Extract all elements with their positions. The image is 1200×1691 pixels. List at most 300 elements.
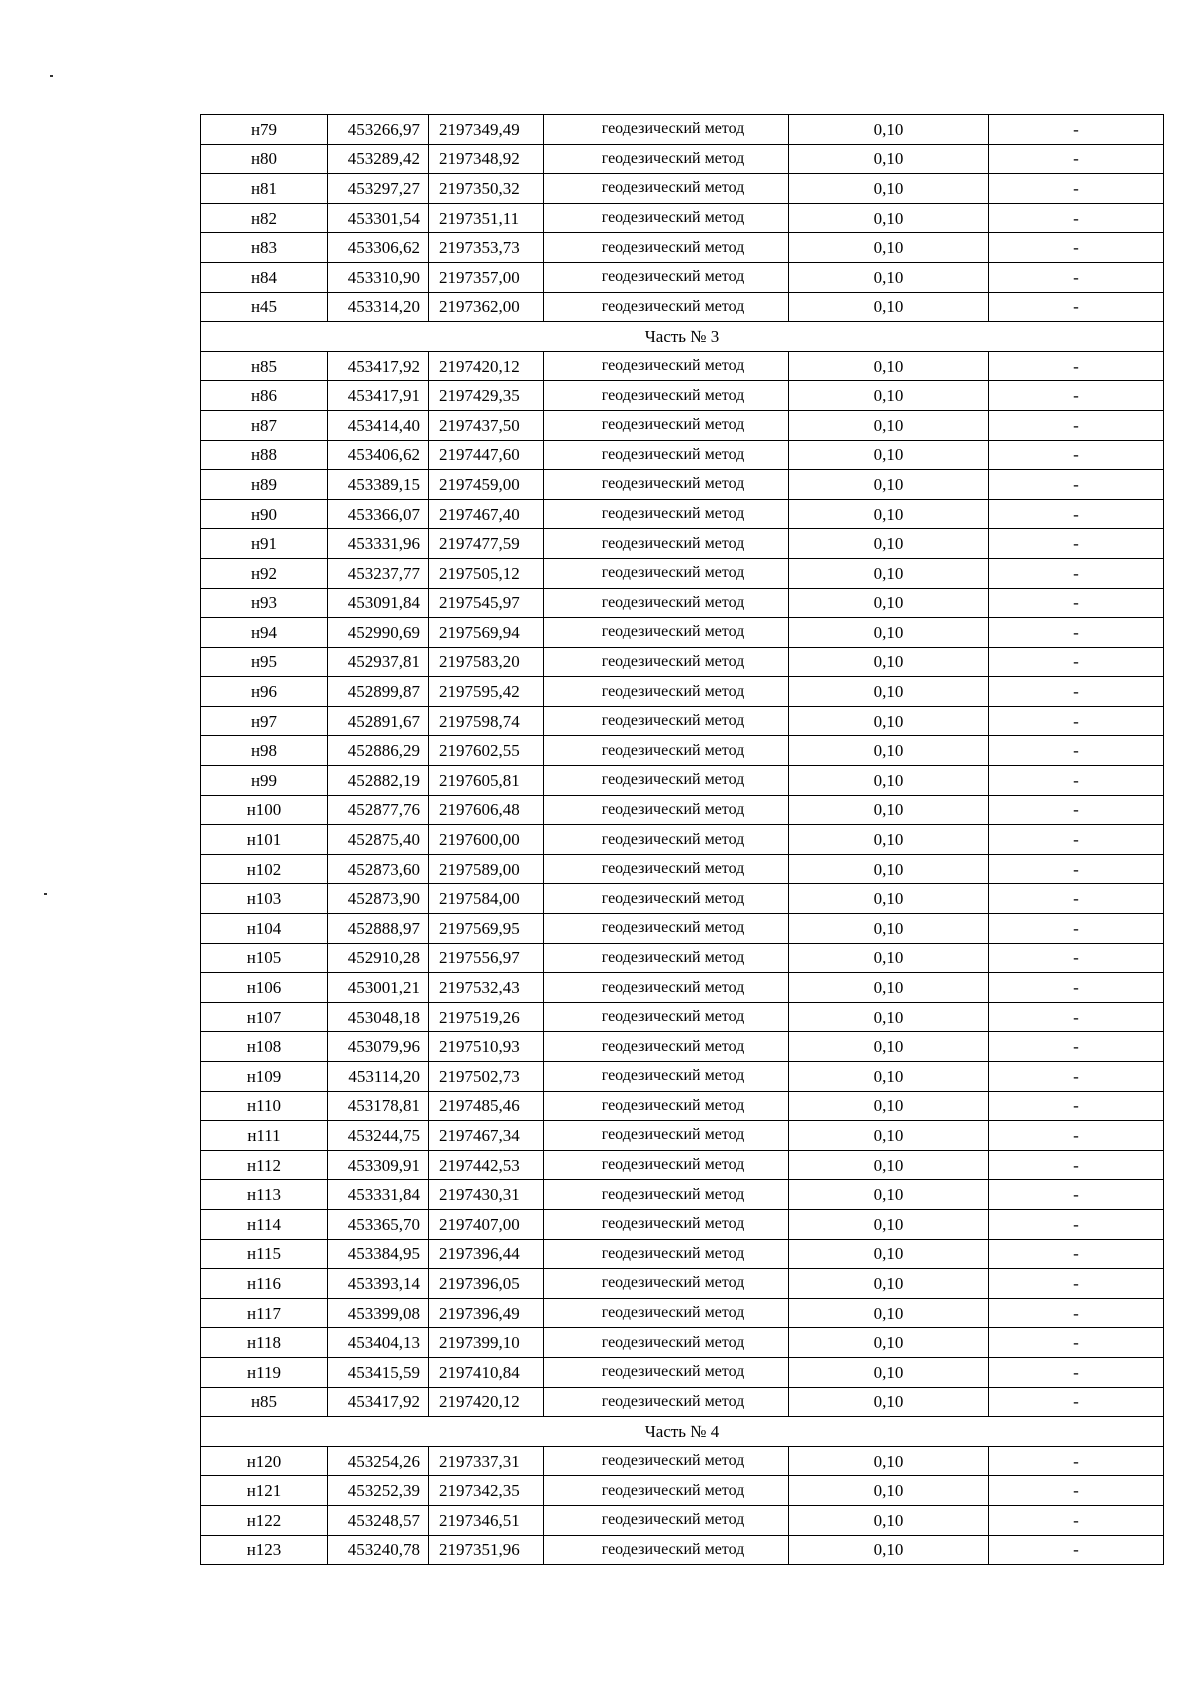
y-coordinate-cell: 2197545,97 — [429, 588, 544, 618]
y-coordinate-cell: 2197342,35 — [429, 1476, 544, 1506]
method-cell: геодезический метод — [544, 115, 789, 145]
x-coordinate-cell: 453306,62 — [328, 233, 429, 263]
table-row — [201, 499, 1164, 529]
x-coordinate-cell: 453365,70 — [328, 1209, 429, 1239]
y-coordinate-cell: 2197447,60 — [429, 440, 544, 470]
accuracy-cell: 0,10 — [789, 529, 989, 559]
section-header-row — [201, 1417, 1164, 1447]
y-coordinate-cell: 2197510,93 — [429, 1032, 544, 1062]
x-coordinate-cell: 453297,27 — [328, 174, 429, 204]
point-name-cell: н103 — [201, 884, 328, 914]
method-cell: геодезический метод — [544, 1121, 789, 1151]
accuracy-cell: 0,10 — [789, 736, 989, 766]
note-cell: - — [989, 558, 1164, 588]
table-row — [201, 618, 1164, 648]
method-cell: геодезический метод — [544, 706, 789, 736]
y-coordinate-cell: 2197437,50 — [429, 410, 544, 440]
y-coordinate-cell: 2197362,00 — [429, 292, 544, 322]
note-cell: - — [989, 1150, 1164, 1180]
note-cell: - — [989, 1062, 1164, 1092]
point-name-cell: н79 — [201, 115, 328, 145]
x-coordinate-cell: 453399,08 — [328, 1298, 429, 1328]
y-coordinate-cell: 2197583,20 — [429, 647, 544, 677]
y-coordinate-cell: 2197485,46 — [429, 1091, 544, 1121]
note-cell: - — [989, 736, 1164, 766]
note-cell: - — [989, 233, 1164, 263]
note-cell: - — [989, 1209, 1164, 1239]
x-coordinate-cell: 453114,20 — [328, 1062, 429, 1092]
accuracy-cell: 0,10 — [789, 1535, 989, 1565]
table-row — [201, 1535, 1164, 1565]
y-coordinate-cell: 2197349,49 — [429, 115, 544, 145]
accuracy-cell: 0,10 — [789, 825, 989, 855]
point-name-cell: н122 — [201, 1505, 328, 1535]
method-cell: геодезический метод — [544, 1002, 789, 1032]
note-cell: - — [989, 1002, 1164, 1032]
point-name-cell: н100 — [201, 795, 328, 825]
method-cell: геодезический метод — [544, 588, 789, 618]
accuracy-cell: 0,10 — [789, 618, 989, 648]
point-name-cell: н108 — [201, 1032, 328, 1062]
accuracy-cell: 0,10 — [789, 706, 989, 736]
method-cell: геодезический метод — [544, 1387, 789, 1417]
accuracy-cell: 0,10 — [789, 677, 989, 707]
accuracy-cell: 0,10 — [789, 410, 989, 440]
method-cell: геодезический метод — [544, 499, 789, 529]
point-name-cell: н92 — [201, 558, 328, 588]
table-row — [201, 381, 1164, 411]
table-row — [201, 1239, 1164, 1269]
x-coordinate-cell: 453417,92 — [328, 351, 429, 381]
accuracy-cell: 0,10 — [789, 914, 989, 944]
accuracy-cell: 0,10 — [789, 647, 989, 677]
table-row — [201, 1032, 1164, 1062]
x-coordinate-cell: 453309,91 — [328, 1150, 429, 1180]
point-name-cell: н95 — [201, 647, 328, 677]
point-name-cell: н109 — [201, 1062, 328, 1092]
x-coordinate-cell: 452877,76 — [328, 795, 429, 825]
point-name-cell: н114 — [201, 1209, 328, 1239]
method-cell: геодезический метод — [544, 203, 789, 233]
note-cell: - — [989, 588, 1164, 618]
point-name-cell: н116 — [201, 1269, 328, 1299]
table-row — [201, 174, 1164, 204]
note-cell: - — [989, 1121, 1164, 1151]
note-cell: - — [989, 943, 1164, 973]
y-coordinate-cell: 2197467,34 — [429, 1121, 544, 1151]
note-cell: - — [989, 174, 1164, 204]
method-cell: геодезический метод — [544, 1209, 789, 1239]
note-cell: - — [989, 351, 1164, 381]
note-cell: - — [989, 766, 1164, 796]
y-coordinate-cell: 2197459,00 — [429, 470, 544, 500]
y-coordinate-cell: 2197420,12 — [429, 1387, 544, 1417]
y-coordinate-cell: 2197519,26 — [429, 1002, 544, 1032]
note-cell: - — [989, 795, 1164, 825]
point-name-cell: н80 — [201, 144, 328, 174]
y-coordinate-cell: 2197602,55 — [429, 736, 544, 766]
table-row — [201, 1150, 1164, 1180]
y-coordinate-cell: 2197442,53 — [429, 1150, 544, 1180]
x-coordinate-cell: 453314,20 — [328, 292, 429, 322]
table-row — [201, 1298, 1164, 1328]
method-cell: геодезический метод — [544, 144, 789, 174]
x-coordinate-cell: 453240,78 — [328, 1535, 429, 1565]
point-name-cell: н83 — [201, 233, 328, 263]
table-row — [201, 677, 1164, 707]
x-coordinate-cell: 453048,18 — [328, 1002, 429, 1032]
x-coordinate-cell: 453417,91 — [328, 381, 429, 411]
x-coordinate-cell: 453417,92 — [328, 1387, 429, 1417]
x-coordinate-cell: 453252,39 — [328, 1476, 429, 1506]
table-row — [201, 1002, 1164, 1032]
x-coordinate-cell: 453301,54 — [328, 203, 429, 233]
section-header-row — [201, 322, 1164, 352]
accuracy-cell: 0,10 — [789, 144, 989, 174]
accuracy-cell: 0,10 — [789, 1032, 989, 1062]
table-row — [201, 262, 1164, 292]
accuracy-cell: 0,10 — [789, 588, 989, 618]
method-cell: геодезический метод — [544, 351, 789, 381]
y-coordinate-cell: 2197569,94 — [429, 618, 544, 648]
point-name-cell: н98 — [201, 736, 328, 766]
y-coordinate-cell: 2197598,74 — [429, 706, 544, 736]
accuracy-cell: 0,10 — [789, 499, 989, 529]
y-coordinate-cell: 2197430,31 — [429, 1180, 544, 1210]
x-coordinate-cell: 453331,84 — [328, 1180, 429, 1210]
table-row — [201, 1328, 1164, 1358]
accuracy-cell: 0,10 — [789, 1180, 989, 1210]
x-coordinate-cell: 453091,84 — [328, 588, 429, 618]
table-row — [201, 647, 1164, 677]
x-coordinate-cell: 453414,40 — [328, 410, 429, 440]
x-coordinate-cell: 453266,97 — [328, 115, 429, 145]
method-cell: геодезический метод — [544, 884, 789, 914]
point-name-cell: н115 — [201, 1239, 328, 1269]
accuracy-cell: 0,10 — [789, 1269, 989, 1299]
x-coordinate-cell: 452873,60 — [328, 854, 429, 884]
accuracy-cell: 0,10 — [789, 1091, 989, 1121]
method-cell: геодезический метод — [544, 1298, 789, 1328]
accuracy-cell: 0,10 — [789, 1239, 989, 1269]
x-coordinate-cell: 453331,96 — [328, 529, 429, 559]
point-name-cell: н90 — [201, 499, 328, 529]
point-name-cell: н99 — [201, 766, 328, 796]
table-row — [201, 1269, 1164, 1299]
note-cell: - — [989, 1239, 1164, 1269]
point-name-cell: н113 — [201, 1180, 328, 1210]
point-name-cell: н102 — [201, 854, 328, 884]
point-name-cell: н104 — [201, 914, 328, 944]
method-cell: геодезический метод — [544, 1446, 789, 1476]
method-cell: геодезический метод — [544, 1150, 789, 1180]
y-coordinate-cell: 2197467,40 — [429, 499, 544, 529]
note-cell: - — [989, 647, 1164, 677]
x-coordinate-cell: 453289,42 — [328, 144, 429, 174]
table-row — [201, 1062, 1164, 1092]
point-name-cell: н88 — [201, 440, 328, 470]
table-row — [201, 144, 1164, 174]
point-name-cell: н101 — [201, 825, 328, 855]
x-coordinate-cell: 453001,21 — [328, 973, 429, 1003]
accuracy-cell: 0,10 — [789, 440, 989, 470]
method-cell: геодезический метод — [544, 381, 789, 411]
x-coordinate-cell: 453310,90 — [328, 262, 429, 292]
scan-speck — [44, 893, 47, 895]
y-coordinate-cell: 2197595,42 — [429, 677, 544, 707]
accuracy-cell: 0,10 — [789, 943, 989, 973]
x-coordinate-cell: 453248,57 — [328, 1505, 429, 1535]
accuracy-cell: 0,10 — [789, 174, 989, 204]
y-coordinate-cell: 2197396,49 — [429, 1298, 544, 1328]
x-coordinate-cell: 453384,95 — [328, 1239, 429, 1269]
note-cell: - — [989, 1357, 1164, 1387]
note-cell: - — [989, 1328, 1164, 1358]
accuracy-cell: 0,10 — [789, 1446, 989, 1476]
accuracy-cell: 0,10 — [789, 470, 989, 500]
accuracy-cell: 0,10 — [789, 351, 989, 381]
accuracy-cell: 0,10 — [789, 233, 989, 263]
x-coordinate-cell: 452937,81 — [328, 647, 429, 677]
table-row — [201, 1476, 1164, 1506]
method-cell: геодезический метод — [544, 1032, 789, 1062]
y-coordinate-cell: 2197532,43 — [429, 973, 544, 1003]
table-row — [201, 588, 1164, 618]
accuracy-cell: 0,10 — [789, 1328, 989, 1358]
x-coordinate-cell: 453366,07 — [328, 499, 429, 529]
table-row — [201, 529, 1164, 559]
accuracy-cell: 0,10 — [789, 292, 989, 322]
note-cell: - — [989, 203, 1164, 233]
x-coordinate-cell: 452910,28 — [328, 943, 429, 973]
y-coordinate-cell: 2197606,48 — [429, 795, 544, 825]
table-row — [201, 115, 1164, 145]
table-row — [201, 973, 1164, 1003]
point-name-cell: н117 — [201, 1298, 328, 1328]
point-name-cell: н93 — [201, 588, 328, 618]
note-cell: - — [989, 1180, 1164, 1210]
note-cell: - — [989, 825, 1164, 855]
accuracy-cell: 0,10 — [789, 795, 989, 825]
method-cell: геодезический метод — [544, 825, 789, 855]
method-cell: геодезический метод — [544, 647, 789, 677]
method-cell: геодезический метод — [544, 943, 789, 973]
accuracy-cell: 0,10 — [789, 1505, 989, 1535]
y-coordinate-cell: 2197556,97 — [429, 943, 544, 973]
x-coordinate-cell: 452875,40 — [328, 825, 429, 855]
y-coordinate-cell: 2197477,59 — [429, 529, 544, 559]
method-cell: геодезический метод — [544, 1328, 789, 1358]
note-cell: - — [989, 914, 1164, 944]
accuracy-cell: 0,10 — [789, 854, 989, 884]
method-cell: геодезический метод — [544, 766, 789, 796]
table-row — [201, 1209, 1164, 1239]
section-title: Часть № 4 — [201, 1417, 1164, 1447]
table-row — [201, 914, 1164, 944]
y-coordinate-cell: 2197420,12 — [429, 351, 544, 381]
point-name-cell: н81 — [201, 174, 328, 204]
x-coordinate-cell: 452873,90 — [328, 884, 429, 914]
method-cell: геодезический метод — [544, 795, 789, 825]
method-cell: геодезический метод — [544, 1180, 789, 1210]
x-coordinate-cell: 453244,75 — [328, 1121, 429, 1151]
method-cell: геодезический метод — [544, 529, 789, 559]
y-coordinate-cell: 2197396,05 — [429, 1269, 544, 1299]
y-coordinate-cell: 2197348,92 — [429, 144, 544, 174]
y-coordinate-cell: 2197399,10 — [429, 1328, 544, 1358]
method-cell: геодезический метод — [544, 618, 789, 648]
accuracy-cell: 0,10 — [789, 1062, 989, 1092]
x-coordinate-cell: 453406,62 — [328, 440, 429, 470]
note-cell: - — [989, 381, 1164, 411]
table-row — [201, 884, 1164, 914]
table-row — [201, 1121, 1164, 1151]
point-name-cell: н89 — [201, 470, 328, 500]
table-row — [201, 854, 1164, 884]
note-cell: - — [989, 1505, 1164, 1535]
method-cell: геодезический метод — [544, 1535, 789, 1565]
x-coordinate-cell: 452886,29 — [328, 736, 429, 766]
y-coordinate-cell: 2197605,81 — [429, 766, 544, 796]
x-coordinate-cell: 452899,87 — [328, 677, 429, 707]
x-coordinate-cell: 453079,96 — [328, 1032, 429, 1062]
accuracy-cell: 0,10 — [789, 1150, 989, 1180]
note-cell: - — [989, 1446, 1164, 1476]
point-name-cell: н112 — [201, 1150, 328, 1180]
method-cell: геодезический метод — [544, 1091, 789, 1121]
section-title: Часть № 3 — [201, 322, 1164, 352]
x-coordinate-cell: 453178,81 — [328, 1091, 429, 1121]
y-coordinate-cell: 2197502,73 — [429, 1062, 544, 1092]
point-name-cell: н123 — [201, 1535, 328, 1565]
x-coordinate-cell: 453393,14 — [328, 1269, 429, 1299]
y-coordinate-cell: 2197350,32 — [429, 174, 544, 204]
note-cell: - — [989, 410, 1164, 440]
method-cell: геодезический метод — [544, 914, 789, 944]
x-coordinate-cell: 453237,77 — [328, 558, 429, 588]
point-name-cell: н119 — [201, 1357, 328, 1387]
y-coordinate-cell: 2197600,00 — [429, 825, 544, 855]
note-cell: - — [989, 1269, 1164, 1299]
method-cell: геодезический метод — [544, 410, 789, 440]
x-coordinate-cell: 453389,15 — [328, 470, 429, 500]
accuracy-cell: 0,10 — [789, 1121, 989, 1151]
y-coordinate-cell: 2197505,12 — [429, 558, 544, 588]
note-cell: - — [989, 499, 1164, 529]
point-name-cell: н105 — [201, 943, 328, 973]
y-coordinate-cell: 2197584,00 — [429, 884, 544, 914]
accuracy-cell: 0,10 — [789, 203, 989, 233]
accuracy-cell: 0,10 — [789, 1357, 989, 1387]
method-cell: геодезический метод — [544, 1269, 789, 1299]
point-name-cell: н97 — [201, 706, 328, 736]
note-cell: - — [989, 440, 1164, 470]
table-row — [201, 1091, 1164, 1121]
table-row — [201, 558, 1164, 588]
table-row — [201, 1357, 1164, 1387]
y-coordinate-cell: 2197353,73 — [429, 233, 544, 263]
method-cell: геодезический метод — [544, 854, 789, 884]
point-name-cell: н82 — [201, 203, 328, 233]
note-cell: - — [989, 1091, 1164, 1121]
x-coordinate-cell: 453254,26 — [328, 1446, 429, 1476]
method-cell: геодезический метод — [544, 736, 789, 766]
accuracy-cell: 0,10 — [789, 1002, 989, 1032]
y-coordinate-cell: 2197396,44 — [429, 1239, 544, 1269]
y-coordinate-cell: 2197589,00 — [429, 854, 544, 884]
accuracy-cell: 0,10 — [789, 262, 989, 292]
accuracy-cell: 0,10 — [789, 973, 989, 1003]
table-row — [201, 1387, 1164, 1417]
x-coordinate-cell: 452990,69 — [328, 618, 429, 648]
point-name-cell: н110 — [201, 1091, 328, 1121]
method-cell: геодезический метод — [544, 1505, 789, 1535]
coordinates-table — [200, 114, 1164, 1565]
method-cell: геодезический метод — [544, 174, 789, 204]
y-coordinate-cell: 2197569,95 — [429, 914, 544, 944]
x-coordinate-cell: 452882,19 — [328, 766, 429, 796]
y-coordinate-cell: 2197351,96 — [429, 1535, 544, 1565]
point-name-cell: н107 — [201, 1002, 328, 1032]
point-name-cell: н84 — [201, 262, 328, 292]
x-coordinate-cell: 452891,67 — [328, 706, 429, 736]
method-cell: геодезический метод — [544, 1062, 789, 1092]
y-coordinate-cell: 2197346,51 — [429, 1505, 544, 1535]
point-name-cell: н111 — [201, 1121, 328, 1151]
note-cell: - — [989, 884, 1164, 914]
accuracy-cell: 0,10 — [789, 884, 989, 914]
note-cell: - — [989, 529, 1164, 559]
table-row — [201, 292, 1164, 322]
accuracy-cell: 0,10 — [789, 115, 989, 145]
point-name-cell: н121 — [201, 1476, 328, 1506]
method-cell: геодезический метод — [544, 558, 789, 588]
point-name-cell: н86 — [201, 381, 328, 411]
accuracy-cell: 0,10 — [789, 1298, 989, 1328]
note-cell: - — [989, 618, 1164, 648]
accuracy-cell: 0,10 — [789, 1476, 989, 1506]
method-cell: геодезический метод — [544, 973, 789, 1003]
table-row — [201, 470, 1164, 500]
table-row — [201, 795, 1164, 825]
table-row — [201, 233, 1164, 263]
method-cell: геодезический метод — [544, 470, 789, 500]
point-name-cell: н87 — [201, 410, 328, 440]
note-cell: - — [989, 262, 1164, 292]
coordinates-table-body — [201, 115, 1164, 1565]
note-cell: - — [989, 1535, 1164, 1565]
note-cell: - — [989, 677, 1164, 707]
method-cell: геодезический метод — [544, 262, 789, 292]
table-row — [201, 736, 1164, 766]
x-coordinate-cell: 453404,13 — [328, 1328, 429, 1358]
table-row — [201, 1180, 1164, 1210]
point-name-cell: н85 — [201, 1387, 328, 1417]
y-coordinate-cell: 2197429,35 — [429, 381, 544, 411]
note-cell: - — [989, 854, 1164, 884]
point-name-cell: н45 — [201, 292, 328, 322]
note-cell: - — [989, 292, 1164, 322]
method-cell: геодезический метод — [544, 1239, 789, 1269]
y-coordinate-cell: 2197410,84 — [429, 1357, 544, 1387]
table-row — [201, 440, 1164, 470]
point-name-cell: н118 — [201, 1328, 328, 1358]
table-row — [201, 203, 1164, 233]
table-row — [201, 766, 1164, 796]
note-cell: - — [989, 706, 1164, 736]
method-cell: геодезический метод — [544, 1357, 789, 1387]
table-row — [201, 1446, 1164, 1476]
